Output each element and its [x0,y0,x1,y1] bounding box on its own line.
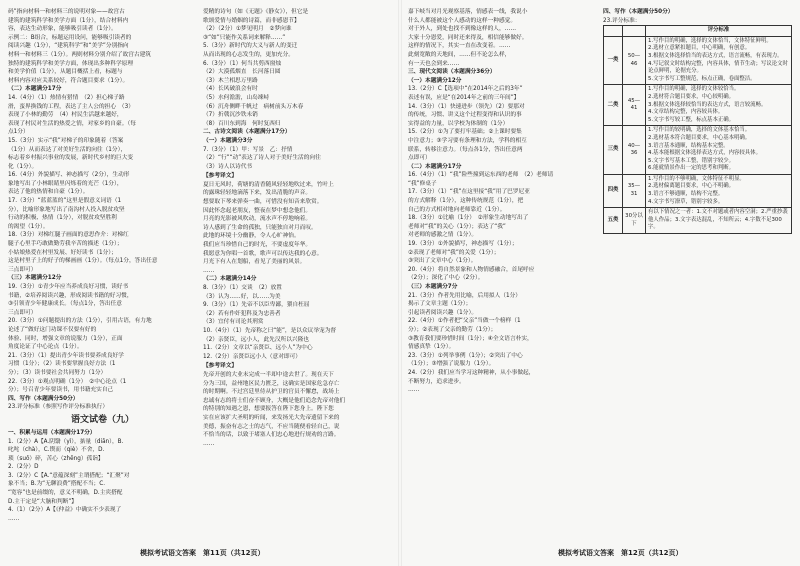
answer-line: 的渴望（1分）。 [8,223,49,230]
rubric-criterion: 3.根据文体选择较恰当的表达方式，语言较流畅。 [648,101,767,108]
rubric-criteria [646,36,792,85]
answer-line: 材料内容对应关系较好，符合题目要求（1分）。 [8,77,129,84]
rubric-criterion: 4.文章结构完整，内容较具体。 [648,109,724,116]
answer-line: （3）木兰相思万里路 [203,77,258,84]
answer-line: 对老师的感激之情（1分）。 [408,232,478,239]
rubric-score-range: 35—31 [623,174,646,207]
page-12 [408,8,792,536]
rubric-row [604,85,792,126]
answer-line: 联系，转移注意力。（每点各1分，答出任意两 [408,146,523,153]
answer-line: 先帝开创的大业未完成一半却中途去世了。现在天下 [203,371,334,378]
answer-line: 夏日无风时，荷塘的清香随风轻轻地吹过来，竹叶上 [203,181,334,188]
answer-line: 揭示了文章主题（1分）； [408,301,472,308]
answer-line: ③教育我们要珍惜时间（1分）；④全文语言朴实， [408,335,533,342]
answer-line: 分）；②表现了父亲的勤劳（1分）； [408,326,497,333]
answer-line: 【参考译文】 [203,363,238,370]
answer-line: （2）亲贤臣，远小人，此先汉所以兴隆也 [203,336,309,343]
footer-page-11: 模拟考试语文答案 第11页（共12页） [140,549,265,557]
answer-line: 11.（2分）文章以“亲贤臣、远小人”为中心 [203,345,313,352]
answer-line: 这样的情况下，其实一直在改变着。…… [408,43,511,50]
rubric-row [604,174,792,207]
rubric-criterion: 1.写作目的明确，选择的文体较恰当。 [648,86,740,93]
page-11 [8,8,392,536]
answer-line: 材料一和材料三（1分）。两则材料分别介绍了故宫古建筑 [8,51,151,58]
answer-line: 表述有误，应是“在2014年之前的三年间”】 [408,94,520,101]
rubric-score-range: 45—41 [623,85,646,126]
answer-line: 23.评分标准（参照写作评分标准执行） [8,404,109,411]
rubric-table [603,25,792,234]
answer-line: 16.（4分）外貌描写、神态描写（2分），生动形 [8,172,130,179]
rubric-criteria [646,174,792,207]
answer-line: 20.（4分）将自然景象和人物情感融合，首尾呼应 [408,266,535,273]
answer-line: （3）诗人以诗代书 [203,163,253,170]
rubric-category: 二类 [604,85,623,126]
rubric-criterion: 3.语言基本通顺，结构基本完整。 [648,142,729,149]
answer-line: “我”修桌子 [408,180,437,187]
answer-line: 16.（4分）（1）“我”险些撞到运东西的老师 （2）老师请 [408,172,554,179]
answer-line: 7.（3分）（1）甲：写景 乙：抒情 [203,146,293,153]
answer-line: 阅读兴趣（1分），“建筑科学”和“美学”分别指向 [8,43,129,50]
answer-line: 22.（4分）①作者把“父亲”当做一个榜样（1 [408,318,521,325]
answer-line: 17.（3分）（1）“我”在这里接“我”用了巴罗尼亚 [408,189,530,196]
answer-line: 的方式解释（1分），这种传统规范（1分），把 [408,198,524,205]
answer-line: 不恰当的话，以致于堵塞人们忠心地进行规劝的言路。 [203,432,340,439]
answer-line: 独特的建筑科学和美学方面，体现出多种科学原理 [8,60,134,67]
answer-line: 分为三国，益州地区民力匮乏，这确实是国家危急存亡 [203,380,340,387]
answer-line: （7）折戟沉沙铁未销 [203,112,258,119]
answer-line: 23.评分标准： [603,17,641,24]
answer-line: （1分）从而表达了对美好生活的向往（1分）， [8,146,127,153]
rubric-header-cat [604,26,623,37]
answer-line: ③突出了文章中心（1分）。 [408,258,477,265]
answer-line: 因此怀念起老朋友，整夜在梦中想念他们。 [203,207,312,214]
answer-line: 【参考译文】 [203,173,238,180]
answer-line: （三）本题满分12分 [8,275,62,282]
answer-line: 想要取下琴来弹奏一曲，可惜没有知音来欣赏。 [203,199,323,206]
rubric-criterion: 3.根据文体选择恰当的表达方式，语言流畅，有表现力。 [648,52,783,59]
answer-line: 角度论证了中心论点（1分）。 [8,344,83,351]
answer-line: 实在应该扩大圣明的听闻，来发扬光大先帝遗留下来的 [203,414,340,421]
answer-line: 容，表达生动形象，能够吸引读者（1分）。 [8,26,117,33]
rubric-criterion: 3.语言不够通顺，结构不完整。 [648,191,724,198]
rubric-criterion: 1.写作目的不够明确，文体特征不明显。 [648,175,745,182]
answer-line: 24.（2分）我们应当学习这种精神，从小事做起， [408,369,535,376]
answer-line: 月光下有人在划船，看见了美丽的风景。 [203,259,306,266]
answer-line: （3）宜付有司论其刑赏 [203,319,264,326]
rubric-criterion: 2.选材符合题目要求，中心较明确。 [648,93,735,100]
page-fold [398,0,402,566]
answer-line: 表现了村民对生活的热爱之情，对家乡的自豪。（每 [8,120,136,127]
answer-line: 腿子心里手巧敢做勤劳我辛苦的描述（1分）； [8,241,123,248]
answer-line: 3.（2分）C【A.“意蕴深刻”主谓搭配；“汇聚”对 [8,472,130,479]
answer-line: 书籍，②培养阅读兴趣，形成阅读书籍的好习惯， [8,292,133,299]
answer-line: 22.（3分）①观点明确（1分） ②中心论点（1 [8,378,127,385]
answer-line: （一）本题满分12分 [408,77,462,84]
answer-line: 二、古诗文阅读（本题满分17分） [203,129,291,136]
answer-line: 叱咤（chà），C.锲而（qiè）不舍，D. [8,447,105,454]
column-4 [603,8,792,536]
rubric-criterion: 2.选材立意紧扣题目，中心明确，有创意。 [648,45,751,52]
answer-line: 标志着乡村振兴事业的发展，新时代乡村的巨大变 [8,155,134,162]
answer-line: 不断努力，追求进步。 [408,378,465,385]
answer-line: 象地写出了小林眼睛里闪烁着的光芒（1分）， [8,180,123,187]
rubric-criterion: 4.文字书写潦草，错别字较多。 [648,198,724,205]
column-1 [8,8,197,536]
answer-line: （1分）；③增强了说服力（1分）。 [408,361,495,368]
rubric-criteria [646,126,792,175]
answer-line: 什么人都能被这个人感动的这样一种感觉。 [408,17,517,24]
answer-line: （二）本题满分14分 [203,276,257,283]
answer-line: 点1分） [8,129,29,136]
answer-line: 4.（1）（2分）A【《仲益》中确实不少表现了 [8,507,122,514]
answer-line: …… [203,440,215,447]
answer-line: …… [203,267,215,274]
answer-line: 这是村里子上的好子的梯画画（1分）。（每点1分，答出任意 [8,258,158,265]
answer-line: 21.（3分）（1）提出青少年读书要养成良好学 [8,352,124,359]
answer-line: 我们应当珍惜自己的时光，不要虚度年华。 [203,242,312,249]
answer-line: 8.（3分）（1）交谈 （2）放置 [203,285,282,291]
rubric-criterion: 2.选材基本符合题目要求，中心基本明确。 [648,134,751,141]
answer-line: （6）沉舟侧畔千帆过 病树前头万木春 [203,103,304,110]
answer-line: 对于外人，到处也找不到像这样的人，…… [408,26,517,33]
answer-line: 我愿意为你唱一首歌，歌声可以传达我的心意。 [203,250,323,257]
answer-line: 17.（3分）“蓝蓝蓝的”这里是假意义词语（1 [8,198,122,205]
answer-line: （2）（2分）①梦见明月 ②梦向谁 [203,26,292,33]
answer-line: 表现了小林的勤劳 （4）村民生活越来越好， [8,112,123,119]
answer-line: 三点即可） [8,309,37,316]
answer-line: 点即可） [408,155,431,162]
column-3 [408,8,597,536]
rubric-category: 五类 [604,208,623,234]
answer-line: 码”指向材料一和材料三的说明对象——故宫古 [8,9,125,15]
answer-line: 的特别的知遇之恩，想要报答在陛下您身上。陛下您 [203,406,334,413]
answer-line: （2）“行”“动”表达了诗人对于美好生活的向往 [203,155,321,162]
answer-line: 三点即可） [8,266,37,273]
rubric-category: 三类 [604,126,623,175]
answer-line: （5）水何澹澹，山岛竦峙 [203,94,270,101]
answer-line: ③“如”只能作关系词来解释……” [203,34,286,41]
answer-line: （3）认为……好，以……为美 [203,293,281,300]
answer-line: 9.（3分）（1）先帝不以臣卑鄙，猥自枉屈 [203,302,310,309]
rubric-row [604,126,792,175]
answer-line: 诗人感到了生命的孤独，只能独自对月而叹。 [203,224,317,231]
answer-line: 10.（4分）（1）先帝称之曰“能”，是以众议举宠为督 [203,327,337,334]
answer-line: 从而出现的心志发生的，更加充分。 [203,51,294,58]
answer-line: 有一天也会到来…… [408,60,460,67]
answer-line: 四、写作（本题满分50分） [8,395,79,402]
rubric-score-range: 40—36 [623,126,646,175]
rubric-criteria [646,208,792,234]
rubric-header-criteria: 评分标准 [646,26,792,37]
answer-line: 的传统，习惯、讲义这个过程变得和认识的事 [408,112,522,119]
answer-line: （二）本题满分17分 [8,86,62,93]
rubric-criteria [646,85,792,126]
answer-line: 2.（2分）D [8,464,39,471]
rubric-row [604,208,792,234]
rubric-criterion: 4.写记叙文时结构完整，内容具体，情节生动；写议论文时论点鲜明，论据充分。 [648,60,788,75]
answer-line: （8）百川东到海 何时复西归 [203,120,281,127]
answer-line: （2）若有作奸犯科及为忠善者 [203,310,281,317]
answer-line: ③引领青少年健康成长。（每点1分，答出任意 [8,301,122,308]
answer-line: …… [8,515,20,522]
answer-line: 象不当；B.为“无聊浪费”搭配不当；C. [8,481,106,488]
answer-line: 月亮的光影被风吹动，流水声不停地响着。 [203,216,312,223]
answer-line: 和美学价值（1分），从题目概括上看，标题与 [8,69,123,76]
rubric-header-range [623,26,646,37]
answer-line: 引起读者阅读兴趣（1分）。 [408,309,478,316]
answer-line: 5.（3分）新时代的大义与新人的变迁 [203,43,298,50]
answer-line: 语文试卷（九） [70,414,134,425]
answer-line: 化（1分）。 [8,163,38,170]
answer-line: 分），比喻形象地写出了南沟村人投入脱贫攻坚 [8,206,125,213]
answer-line: 的时期啊。不过宫廷里侍从护卫的官员不懈怠，战场上 [203,389,340,396]
answer-line: （一）本题满分3分 [203,137,253,144]
answer-line: 23.（3分）①列举事例（1分）；②突出了中心 [408,352,523,359]
rubric-criterion: 5.文字书写工整规范，标点正确，卷面整洁。 [648,75,756,82]
answer-line: 15.（2分）①为了要打牢基础；②上课时要集 [408,129,522,136]
answer-line: 嘉下岐当对月光观察基落，情感表一线，我说小 [408,9,528,15]
answer-line: 美德，振奋有志之士的志气，不应当随便看轻自己，说 [203,423,340,430]
answer-line: （二）本题满分17分 [408,163,462,170]
answer-line: 18.（3分）①比喻（1分） ②形象生动地写出了 [408,215,529,222]
rubric-row [604,36,792,85]
answer-line: 一、积累与运用（本题满分17分） [8,429,96,436]
answer-line: 的露珠轻轻地滴落下来，发出清脆的声音。 [203,190,312,197]
answer-line: （三）本题满分7分 [408,284,458,290]
answer-line: D.主干定是“大脑和判断”】 [8,498,77,505]
rubric-criterion: 有以下情况之一者：1.文不对题或者内容空洞；2.严重抄袭他人作品；3.文字表达混乱，不知所云；4.字数不足300字。 [648,209,788,231]
answer-line: 15.（3分）实示“我”对梯子的印象随着（答案 [8,137,124,144]
rubric-score-range: 50—46 [623,36,646,85]
answer-line: 情感真挚（1分）。 [408,344,455,351]
answer-line: 四、写作（本题满分50分） [603,9,674,15]
answer-line: 此地的环境十分幽静，令人心旷神怡。 [203,233,300,240]
answer-line: 19.（3分）①青少年应当养成良好习惯，读好书 [8,284,129,290]
answer-line: 中注意力；③学习要有条理和方法，学科的相互 [408,137,527,144]
rubric-criterion: 4.基本能根据文体选择表达方式，内容较具体。 [648,150,761,157]
answer-line: 小姑娘热爱在村里发展、好好读书（1分）； [8,249,117,256]
answer-line: 忠诚有志的将士们奋不顾身，大概是他们追念先帝对他们 [203,397,346,404]
answer-line: 分）；（3）读书要社会共同努力（1分） [8,369,107,376]
rubric-criterion: 5.文字书写较工整，标点基本正确。 [648,116,735,123]
answer-line: 习惯（1分）；（2）读书要掌握良好方法（1 [8,361,116,368]
answer-line: ②表现了老师对“我”的关爱（1分）； [408,249,500,256]
footer-page-12: 模拟考试语文答案 第12页（共12页） [558,549,683,557]
answer-line: 实得益的力量，以学校为体制的（1分） [408,120,509,127]
answer-line: “宽容”也是前缀的，意义不明确，D.主宾搭配 [8,490,123,497]
answer-line: …… [408,387,420,394]
answer-line: （4）长风破浪会有时 [203,86,258,93]
answer-line: 21.（3分）作者先用比喻，后用拟人（1分） [408,292,521,299]
answer-line: 19.（3分）①外貌描写，神态描写（1分）； [408,241,518,248]
answer-line: 琐（suǒ）碎，苦心（zhēng）孤诣】 [8,455,104,462]
answer-line: （2分）；深化了中心（2分）。 [408,275,484,282]
answer-line: 论述了“做好这门功课不仅要有好的 [8,326,97,333]
rubric-criterion: 5.文字书写基本工整，错别字较少。 [648,157,735,164]
rubric-criterion: 2.选材偏离题目要求，中心不明确。 [648,183,735,190]
answer-line: 表达了他的热情和自豪（1分）。 [8,189,89,196]
rubric-category: 四类 [604,174,623,207]
answer-line: 示例二：B组合，标题运用设问，能够吸引读者的 [8,34,132,41]
rubric-category: 一类 [604,36,623,85]
rubric-score-range: 30分以下 [623,208,646,234]
answer-line: 三、现代文阅读（本题满分36分） [408,69,496,76]
answer-line: 自己的方式相对地向老师靠近（1分）。 [408,206,506,213]
column-2 [203,8,392,536]
answer-line: 体验、同时，增强文章的说服力（1分），正面 [8,335,123,342]
rubric-criterion: 1.写作目的较明确，选择的文体基本恰当。 [648,127,751,134]
answer-line: 14.（4分）（1）热情有猎情 （2）担心梯子路 [8,94,125,101]
answer-line: 6.（3分）（1）何当共剪西窗烛 [203,60,282,67]
rubric-criterion: 1.写作目的明确，选择的文体恰当，文体特征鲜明。 [648,37,772,44]
answer-line: 14.（3分）（1）快速进步（领先）（2）要那对 [408,103,525,110]
answer-line: 建筑的建筑科学和美学方面（1分），结合材料内 [8,17,129,24]
answer-line: 歌颂爱情与婚姻的诗篇，而非感恩节】 [203,17,300,24]
answer-line: 12.（2分）亲贤臣远小人（意对即可） [203,353,301,360]
answer-line: 分）；号召青少年要读书，用书籍充实自己 [8,387,114,394]
answer-line: 大家十分恩爱，同时还来得及，相信能够做好。 [408,34,528,41]
answer-line: 18.（3分）对梯红腿子画面的意思作介：对梯红 [8,232,129,239]
answer-line: （2）大漠孤烟直 长河落日圆 [203,69,281,76]
rubric-criterion: 6.能就情景作出一定的思考和判断。 [648,165,735,172]
answer-line: 20.（3分）①问题提出的方法（1分），引用古语，有力地 [8,318,152,325]
answer-line: 老师对“我”的关心（1分）；表达了“我” [408,223,506,230]
answer-line: 此刻宽敞的天地间，……但不论怎么样， [408,51,511,58]
answer-line: 1.（2分）A【A.阴翳（yì），掂量（diān），B. [8,438,124,445]
answer-line: 13.（2分）C【选项中“在2014年之后的3年” [408,86,523,93]
answer-line: 行动的积极、热情（1分），对脱贫攻坚胜利 [8,215,117,222]
answer-line: 爱精的诗句（如《无题》《静女》），但它是 [203,9,309,15]
answer-line: 滑，蛮界换钱的工程，表达了主人公的担心 （3） [8,103,134,110]
